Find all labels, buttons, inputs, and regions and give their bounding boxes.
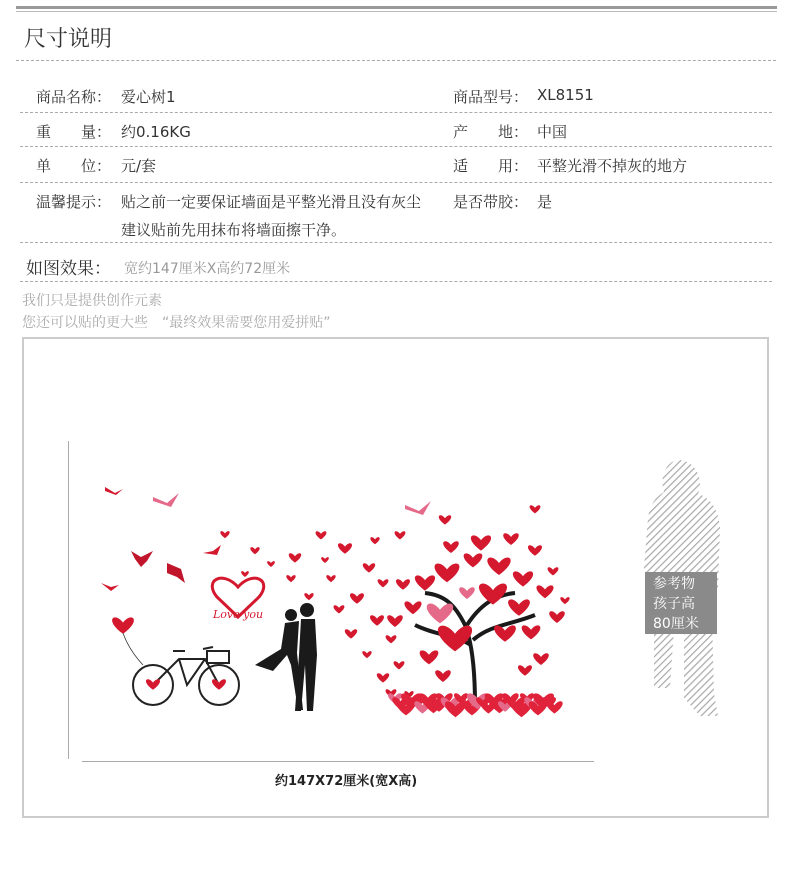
header-rule-thin [16,11,777,12]
couple-silhouette-icon [255,603,317,711]
heart-icon [439,515,451,524]
heart-icon [459,587,475,599]
applicable-label: 适 用： [453,157,529,175]
heart-icon [345,629,357,638]
tree-hearts [387,533,565,682]
heart-icon [334,605,345,613]
heart-icon [241,571,249,577]
tip-line-1: 贴之前一定要保证墙面是平整光滑且没有灰尘 [121,193,422,211]
effect-label: 如图效果： [26,259,111,279]
origin-label: 产 地： [453,123,529,141]
heart-icon [508,599,530,615]
heart-icon [471,535,491,550]
heart-icon [387,615,403,627]
divider [20,146,772,147]
origin-value: 中国 [537,123,568,141]
heart-icon [494,625,516,641]
heart-icon [464,553,483,567]
divider [16,60,776,61]
heart-icon [528,545,542,556]
note-line-2: 您还可以贴的更大些 “最终效果需要您用爱拼贴” [22,315,331,331]
heart-icon [420,650,439,664]
effect-size: 宽约147厘米X高约72厘米 [124,261,291,277]
love-you-text: Love you [213,608,264,621]
header-rule-thick [16,6,777,9]
product-name-label: 商品名称： [36,88,112,106]
heart-icon [370,537,379,544]
bird-icon [405,501,431,515]
heart-icon [286,575,295,582]
heart-icon [503,533,519,545]
heart-icon [362,651,371,658]
dimension-caption: 约147X72厘米(宽X高) [275,774,418,789]
heart-icon [518,665,532,676]
heart-icon [363,563,375,572]
tip-line-2: 建议贴前先用抹布将墙面擦干净。 [121,221,347,239]
unit-value: 元/套 [121,157,157,175]
heart-icon [289,553,301,562]
heart-icon [548,567,559,575]
heart-icon [549,611,565,623]
glue-label: 是否带胶： [453,193,529,211]
bicycle-icon [133,647,239,705]
weight-value: 约0.16KG [121,123,191,141]
divider [20,112,772,113]
ground-hearts [388,693,563,717]
heart-icon [435,670,451,682]
width-dimension-line [82,761,594,762]
reference-label [645,572,717,634]
bird-icon [101,583,119,591]
heart-icon [316,531,327,539]
reference-line-2: 孩子高 [653,596,695,612]
note-line-1: 我们只是提供创作元素 [22,293,162,309]
model-label: 商品型号： [453,88,529,106]
heart-icon [443,541,459,553]
heart-icon [415,575,435,590]
heart-icon [487,557,510,575]
tip-label: 温馨提示： [36,193,112,211]
reference-line-3: 80厘米 [653,616,699,632]
divider [20,182,772,183]
heart-icon [304,593,313,600]
heart-tree-illustration [95,475,585,725]
heart-icon [438,626,472,652]
weight-label: 重 量： [36,123,112,141]
reference-line-1: 参考物 [653,576,695,592]
heart-icon [522,625,541,639]
unit-label: 单 位： [36,157,112,175]
heart-icon [513,571,533,586]
heart-icon [530,505,541,513]
glue-value: 是 [537,193,553,211]
heart-icon [546,701,562,713]
heart-balloon-icon [112,617,134,633]
bird-icon [153,493,179,507]
heart-icon [396,579,410,590]
heart-icon [395,531,406,539]
applicable-value: 平整光滑不掉灰的地方 [537,157,688,175]
heart-icon [350,593,364,604]
heart-icon [394,661,405,669]
section-title: 尺寸说明 [24,27,113,52]
product-name-value: 爱心树1 [121,88,176,106]
heart-icon [370,615,384,626]
heart-icon [386,635,397,643]
heart-icon [427,603,453,623]
divider [20,242,772,243]
bird-icon [105,487,123,495]
heart-icon [267,561,275,567]
bird-icon [131,551,153,567]
heart-icon [435,563,460,582]
heart-icon [321,557,329,563]
heart-icon [479,584,507,605]
height-dimension-line [68,441,69,759]
heart-icon [338,543,352,554]
heart-icon [326,575,335,582]
heart-icon [377,673,389,682]
heart-icon [560,597,569,604]
heart-icon [533,653,549,665]
heart-icon [250,547,259,554]
heart-icon [378,579,389,587]
bird-icon [167,563,185,583]
heart-icon [536,585,553,598]
divider [20,281,772,282]
bird-icon [203,545,221,555]
heart-icon [404,601,421,614]
model-value: XL8151 [537,86,594,104]
heart-icon [220,531,229,538]
